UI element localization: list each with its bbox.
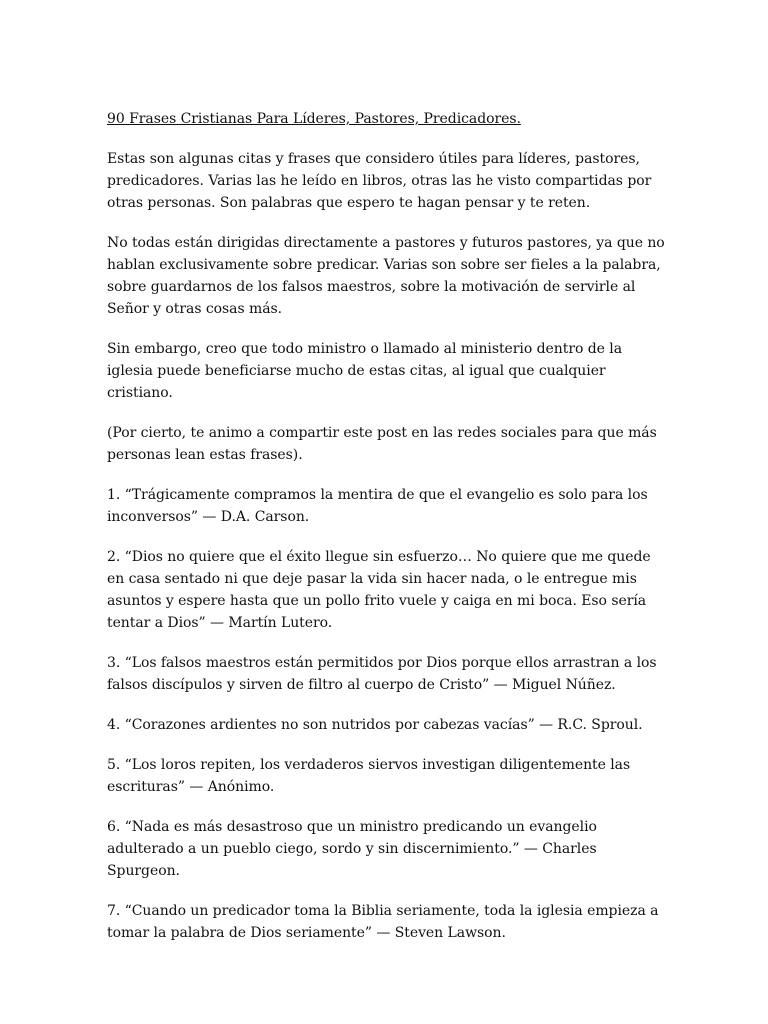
quote-4: 4. “Corazones ardientes no son nutridos por cabezas vacías” — R.C. Sproul. — [107, 717, 643, 733]
intro-paragraph-3: Sin embargo, creo que todo ministro o llamado al ministerio dentro de la iglesia puede beneficiarse mucho de estas citas, al igual que cualquier cristiano. — [107, 341, 623, 401]
quote-1: 1. “Trágicamente compramos la mentira de que el evangelio es solo para los inconversos” — D.A. Carson. — [107, 487, 648, 525]
quote-7: 7. “Cuando un predicador toma la Biblia seriamente, toda la iglesia empieza a tomar la palabra de Dios seriamente” — Steven Lawson. — [107, 903, 659, 941]
quote-5: 5. “Los loros repiten, los verdaderos siervos investigan diligentemente las escrituras” — Anónimo. — [107, 757, 631, 795]
quote-6: 6. “Nada es más desastroso que un ministro predicando un evangelio adulterado a un pueblo ciego, sordo y sin discernimiento.” — Charles Spurgeon. — [107, 819, 597, 879]
intro-paragraph-1: Estas son algunas citas y frases que considero útiles para líderes, pastores, predicadores. Varias las he leído en libros, otras las he visto compartidas por otras personas. Son palabras que espero te hagan pensar y te reten. — [107, 151, 652, 211]
intro-paragraph-4: (Por cierto, te animo a compartir este post en las redes sociales para que más personas lean estas frases). — [107, 425, 657, 463]
document-title: 90 Frases Cristianas Para Líderes, Pastores, Predicadores. — [107, 111, 521, 127]
quote-2: 2. “Dios no quiere que el éxito llegue sin esfuerzo… No quiere que me quede en casa sentado ni que deje pasar la vida sin hacer nada, o le entregue mis asuntos y espere hasta que un pollo frito vuele y caiga en mi boca. Eso sería tentar a Dios” — Martín Lutero. — [107, 549, 651, 631]
document-body — [107, 108, 667, 962]
intro-paragraph-2: No todas están dirigidas directamente a pastores y futuros pastores, ya que no hablan exclusivamente sobre predicar. Varias son sobre ser fieles a la palabra, sobre guardarnos de los falsos maestros, sobre la motivación de servirle al Señor y otras cosas más. — [107, 235, 665, 317]
quote-3: 3. “Los falsos maestros están permitidos por Dios porque ellos arrastran a los falsos discípulos y sirven de filtro al cuerpo de Cristo” — Miguel Núñez. — [107, 655, 657, 693]
